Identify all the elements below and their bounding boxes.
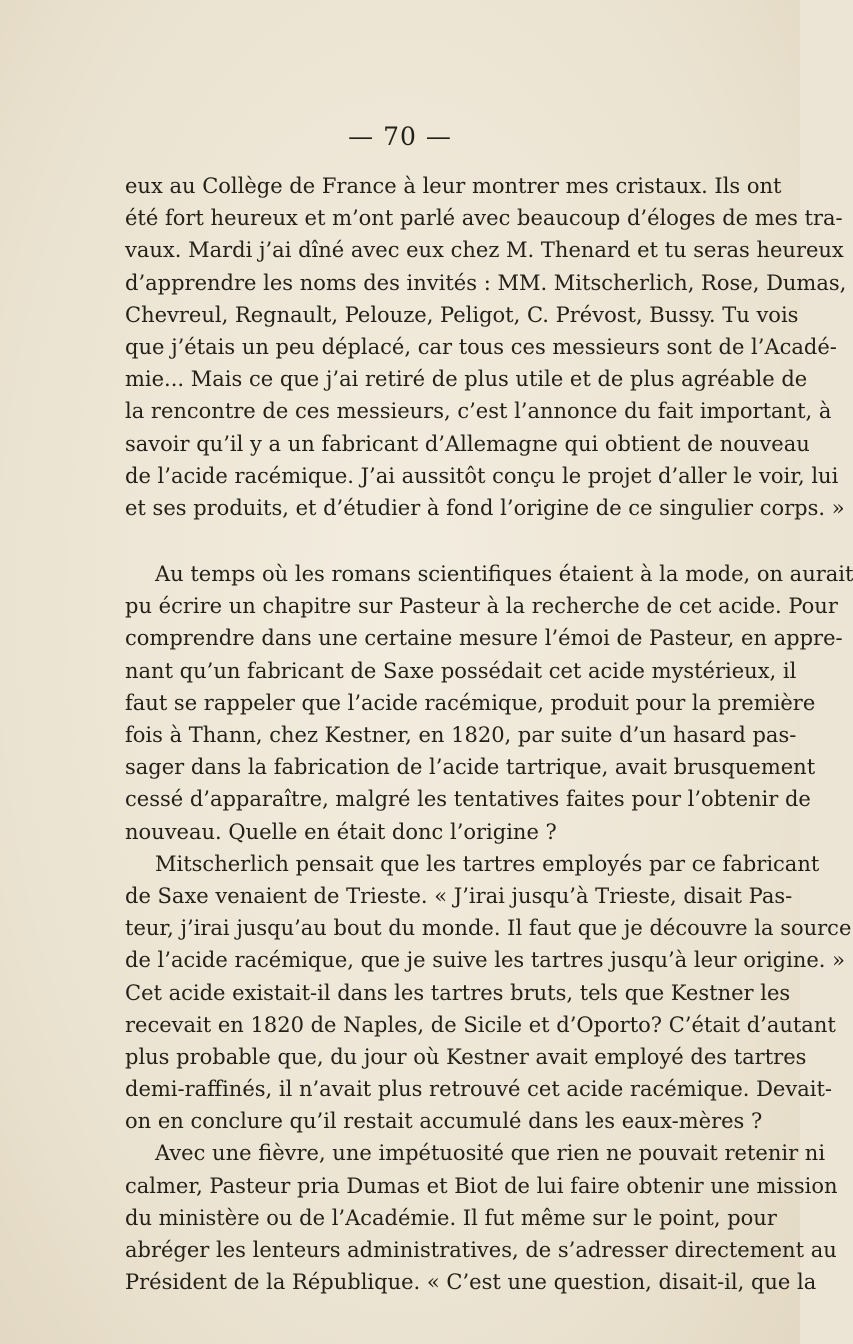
text-line: comprendre dans une certaine mesure l’émoi de Pasteur, en appre- (125, 626, 843, 651)
text-line: plus probable que, du jour où Kestner avait employé des tartres (125, 1044, 807, 1069)
body-text (125, 170, 853, 1298)
text-line: Au temps où les romans scientifiques étaient à la mode, on aurait (155, 562, 853, 587)
text-line: teur, j’irai jusqu’au bout du monde. Il faut que je découvre la source (125, 916, 852, 941)
page-number: — 70 — (348, 122, 452, 151)
text-line: abréger les lenteurs administratives, de s’adresser directement au (125, 1238, 837, 1262)
text-line: vaux. Mardi j’ai dîné avec eux chez M. Thenard et tu seras heureux (125, 238, 844, 263)
text-line: Chevreul, Regnault, Pelouze, Peligot, C. Prévost, Bussy. Tu vois (125, 302, 799, 327)
text-line: été fort heureux et m’ont parlé avec beaucoup d’éloges de mes tra- (125, 206, 843, 231)
text-line: de l’acide racémique. J’ai aussitôt conçu le projet d’aller le voir, lui (125, 463, 839, 488)
text-line: demi-raffinés, il n’avait plus retrouvé cet acide racémique. Devait- (125, 1077, 832, 1102)
text-line: d’apprendre les noms des invités : MM. Mitscherlich, Rose, Dumas, (125, 270, 847, 295)
paragraph (125, 170, 847, 524)
text-line: du ministère ou de l’Académie. Il fut même sur le point, pour (125, 1205, 777, 1230)
text-line: mie... Mais ce que j’ai retiré de plus utile et de plus agréable de (125, 367, 808, 392)
text-line: savoir qu’il y a un fabricant d’Allemagne qui obtient de nouveau (125, 431, 810, 456)
text-line: recevait en 1820 de Naples, de Sicile et d’Oporto? C’était d’autant (125, 1012, 836, 1037)
text-line: eux au Collège de France à leur montrer mes cristaux. Ils ont (125, 174, 782, 198)
paragraph (125, 848, 852, 1138)
text-line: pu écrire un chapitre sur Pasteur à la recherche de cet acide. Pour (125, 594, 838, 619)
text-line: et ses produits, et d’étudier à fond l’origine de ce singulier corps. » (125, 495, 845, 520)
paragraph (125, 558, 853, 848)
text-line: nouveau. Quelle en était donc l’origine ? (125, 819, 557, 844)
text-line: de Saxe venaient de Trieste. « J’irai jusqu’à Trieste, disait Pas- (125, 883, 793, 908)
paragraph (125, 1137, 838, 1298)
text-line: faut se rappeler que l’acide racémique, produit pour la première (125, 690, 816, 715)
text-line: Mitscherlich pensait que les tartres employés par ce fabricant (155, 851, 820, 876)
text-line: Cet acide existait-il dans les tartres bruts, tels que Kestner les (125, 980, 791, 1005)
text-line: on en conclure qu’il restait accumulé dans les eaux-mères ? (125, 1109, 763, 1134)
text-line: sager dans la fabrication de l’acide tartrique, avait brusquement (125, 755, 816, 780)
text-line: que j’étais un peu déplacé, car tous ces messieurs sont de l’Acadé- (125, 334, 837, 359)
text-line: calmer, Pasteur pria Dumas et Biot de lui faire obtenir une mission (125, 1173, 838, 1198)
text-line: fois à Thann, chez Kestner, en 1820, par suite d’un hasard pas- (125, 723, 797, 747)
text-line: la rencontre de ces messieurs, c’est l’annonce du fait important, à (125, 399, 832, 424)
text-line: Avec une fièvre, une impétuosité que rien ne pouvait retenir ni (155, 1141, 826, 1166)
text-line: cessé d’apparaître, malgré les tentatives faites pour l’obtenir de (125, 787, 811, 812)
text-line: nant qu’un fabricant de Saxe possédait cet acide mystérieux, il (125, 658, 797, 683)
paragraph-gap (125, 524, 709, 558)
text-line: Président de la République. « C’est une question, disait-il, que la (125, 1270, 817, 1295)
text-line: de l’acide racémique, que je suive les tartres jusqu’à leur origine. » (125, 948, 845, 973)
